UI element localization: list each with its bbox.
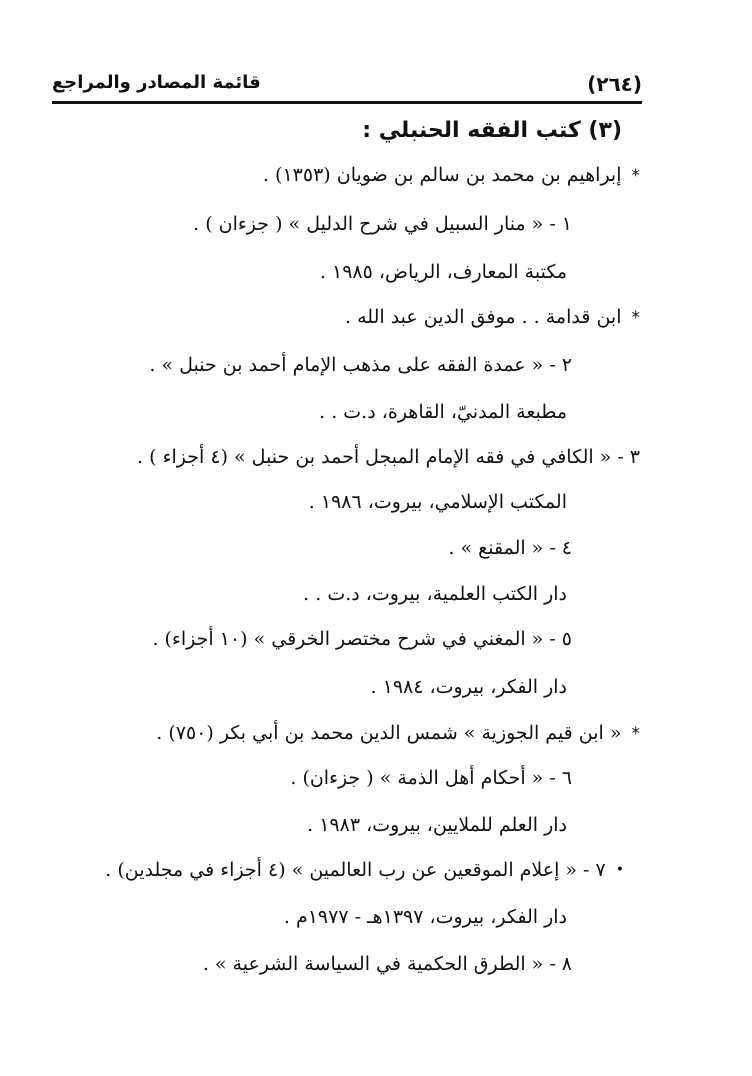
entry-title: « منار السبيل في شرح الدليل » ( جزءان ) .: [193, 213, 544, 235]
bibliography-entry: [448, 535, 572, 561]
header-divider: [52, 101, 642, 104]
entry-number: ٣ -: [617, 446, 640, 468]
entry-title: « الكافي في فقه الإمام المبجل أحمد بن حنبل » (٤ أجزاء ) .: [137, 446, 612, 468]
publisher-line: دار الفكر، بيروت، ١٣٩٧هـ - ١٩٧٧م .: [283, 906, 567, 928]
bibliography-entry: [193, 211, 572, 237]
publisher-line: المكتب الإسلامي، بيروت، ١٩٨٦ .: [308, 491, 567, 513]
entry-number: ٨ -: [549, 953, 572, 975]
bibliography-entry: [137, 444, 640, 470]
bibliography-entry: [149, 352, 572, 378]
page-number: (٢٦٤): [587, 72, 642, 96]
bibliography-entry: [105, 857, 624, 883]
publisher-line: مطبعة المدنيّ، القاهرة، د.ت . .: [319, 401, 567, 423]
running-title: قائمة المصادر والمراجع: [52, 72, 261, 93]
asterisk-bullet-icon: *: [631, 308, 640, 328]
entry-number: ١ -: [549, 213, 572, 235]
publisher-line: دار الفكر، بيروت، ١٩٨٤ .: [370, 676, 567, 698]
section-heading: (٣) كتب الفقه الحنبلي :: [362, 118, 622, 143]
entry-number: ٧ -: [583, 859, 606, 881]
bibliography-entry: [152, 626, 572, 652]
publisher-line: دار العلم للملايين، بيروت، ١٩٨٣ .: [307, 814, 567, 836]
author-text: ابن قدامة . . موفق الدين عبد الله .: [345, 306, 622, 328]
entry-title: « عمدة الفقه على مذهب الإمام أحمد بن حنبل » .: [149, 354, 544, 376]
entry-title: « إعلام الموقعين عن رب العالمين » (٤ أجزاء في مجلدين) .: [105, 859, 578, 881]
publisher-line: مكتبة المعارف، الرياض، ١٩٨٥ .: [319, 261, 567, 283]
asterisk-bullet-icon: *: [631, 166, 640, 186]
entry-number: ٢ -: [549, 354, 572, 376]
asterisk-bullet-icon: *: [631, 724, 640, 744]
author-line: [156, 720, 640, 747]
author-line: [263, 162, 640, 189]
entry-title: « أحكام أهل الذمة » ( جزءان) .: [290, 767, 544, 789]
entry-number: ٤ -: [549, 537, 572, 559]
page-header: [52, 66, 642, 100]
author-line: [345, 304, 640, 331]
entry-number: ٥ -: [549, 628, 572, 650]
author-text: « ابن قيم الجوزية » شمس الدين محمد بن أبي بكر (٧٥٠) .: [156, 722, 622, 744]
bibliography-entry: [203, 951, 572, 977]
publisher-line: دار الكتب العلمية، بيروت، د.ت . .: [303, 583, 567, 605]
entry-title: « المقنع » .: [448, 537, 544, 559]
entry-title: « الطرق الحكمية في السياسة الشرعية » .: [202, 953, 544, 975]
entry-title: « المغني في شرح مختصر الخرقي » (١٠ أجزاء) .: [152, 628, 544, 650]
dot-marker-icon: •: [615, 862, 624, 878]
bibliography-entry: [290, 765, 572, 791]
author-text: إبراهيم بن محمد بن سالم بن ضويان (١٣٥٣) .: [262, 164, 622, 186]
entry-number: ٦ -: [549, 767, 572, 789]
